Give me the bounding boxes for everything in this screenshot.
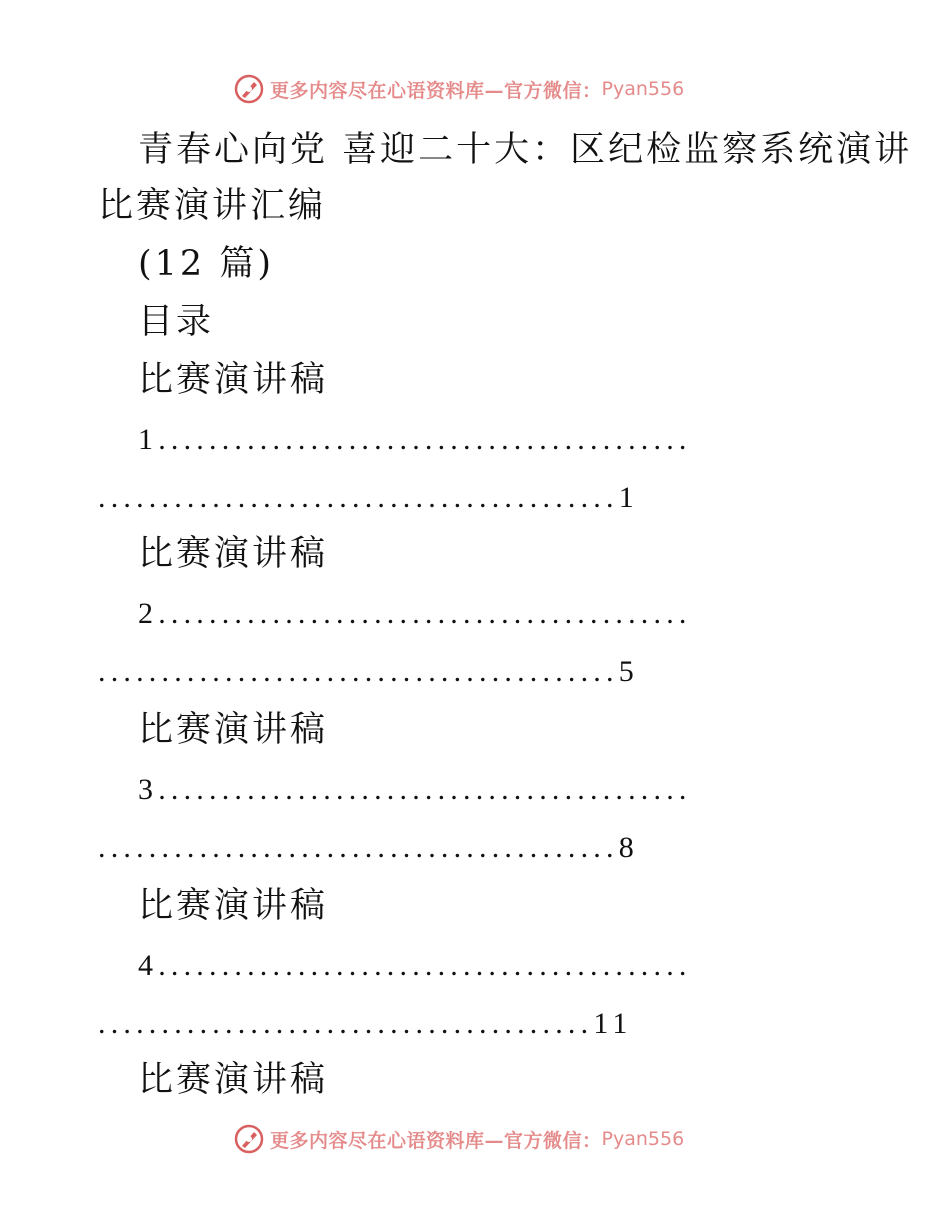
watermark-text: 更多内容尽在心语资料库—官方微信：: [270, 1129, 602, 1152]
toc-entry-number-line: [138, 418, 848, 462]
header-watermark: [234, 72, 754, 106]
toc-entry-label[interactable]: 比赛演讲稿: [138, 886, 329, 926]
dot-leader: .........................................: [98, 831, 619, 864]
toc-entry-number: 1: [138, 423, 159, 456]
toc-entry-page: 8: [618, 831, 639, 864]
toc-entry-page-line: [98, 1002, 778, 1046]
dot-leader: ..........................................: [158, 773, 692, 806]
toc-entry-label[interactable]: 比赛演讲稿: [138, 360, 329, 400]
toc-entry-label[interactable]: 比赛演讲稿: [138, 534, 329, 574]
toc-entry-number: 4: [138, 949, 159, 982]
dot-leader: ..........................................: [158, 597, 692, 630]
dot-leader: ..........................................: [158, 949, 692, 982]
title-line-1: 青春心向党 喜迎二十大：区纪检监察系统演讲: [138, 130, 913, 170]
dot-leader: .........................................: [98, 481, 619, 514]
dot-leader: ..........................................: [158, 423, 692, 456]
toc-heading: 目录: [138, 302, 215, 342]
dot-leader: .......................................: [98, 1007, 594, 1040]
toc-entry-label[interactable]: 比赛演讲稿: [138, 1060, 329, 1100]
toc-entry-number-line: [138, 592, 848, 636]
dot-leader: .........................................: [98, 655, 619, 688]
footer-watermark: [234, 1122, 754, 1156]
toc-entry-label[interactable]: 比赛演讲稿: [138, 710, 329, 750]
toc-entry-page-line: [98, 476, 778, 520]
toc-entry-number: 3: [138, 773, 159, 806]
watermark-text: 更多内容尽在心语资料库—官方微信：: [270, 79, 602, 102]
watermark-id: Pyan556: [601, 1128, 685, 1150]
toc-entry-number: 2: [138, 597, 159, 630]
watermark-id: Pyan556: [601, 78, 685, 100]
toc-entry-page: 11: [593, 1007, 633, 1040]
toc-entry-number-line: [138, 944, 848, 988]
toc-entry-number-line: [138, 768, 848, 812]
toc-entry-page: 5: [618, 655, 639, 688]
quill-logo-icon: [234, 1124, 264, 1154]
toc-entry-page: 1: [618, 481, 639, 514]
title-line-2: 比赛演讲汇编: [98, 186, 327, 226]
toc-entry-page-line: [98, 650, 778, 694]
toc-entry-page-line: [98, 826, 778, 870]
quill-logo-icon: [234, 74, 264, 104]
article-count: (12 篇): [138, 244, 274, 284]
